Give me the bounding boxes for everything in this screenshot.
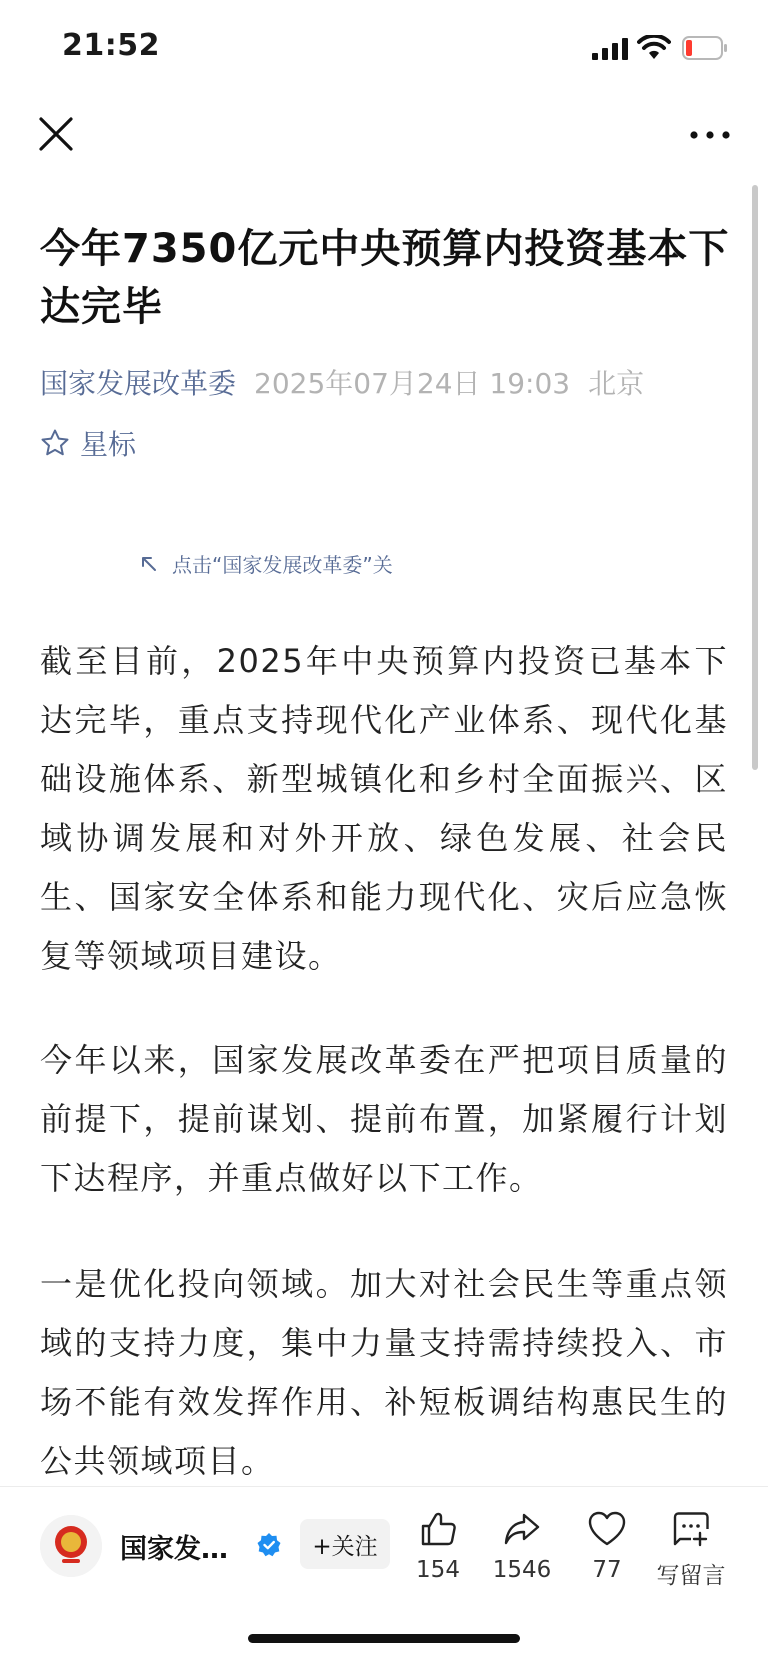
follow-button[interactable]: +关注 bbox=[300, 1519, 390, 1569]
avatar[interactable] bbox=[40, 1515, 102, 1577]
verified-icon bbox=[256, 1532, 282, 1558]
close-icon[interactable] bbox=[36, 114, 76, 154]
like-button[interactable] bbox=[393, 1509, 483, 1583]
article-paragraph-1: 截至目前，2025年中央预算内投资已基本下达完毕，重点支持现代化产业体系、现代化基础设施体系、新型城镇化和乡村全面振兴、区域协调发展和对外开放、绿色发展、社会民生、国家安全体系和能力现代化、灾后应急恢复等领域项目建设。 bbox=[40, 642, 728, 975]
share-icon bbox=[502, 1509, 542, 1549]
home-indicator[interactable] bbox=[248, 1634, 520, 1643]
share-button[interactable] bbox=[477, 1509, 567, 1583]
more-icon[interactable] bbox=[688, 120, 732, 150]
article-meta bbox=[40, 362, 740, 402]
star-icon bbox=[40, 428, 70, 458]
heart-icon bbox=[587, 1509, 627, 1549]
comment-label: 写留言 bbox=[656, 1563, 726, 1589]
article-title: 今年7350亿元中央预算内投资基本下达完毕 bbox=[40, 226, 730, 330]
follow-hint bbox=[140, 549, 393, 578]
comment-button[interactable] bbox=[646, 1509, 736, 1590]
signal-icon bbox=[592, 38, 628, 60]
arrow-up-left-icon bbox=[140, 555, 158, 573]
share-count: 1546 bbox=[492, 1557, 552, 1583]
emblem-icon bbox=[40, 1515, 102, 1577]
star-button[interactable] bbox=[40, 423, 136, 463]
article-paragraph-2: 今年以来，国家发展改革委在严把项目质量的前提下，提前谋划、提前布置，加紧履行计划下达程序，并重点做好以下工作。 bbox=[40, 1041, 728, 1197]
article-paragraph-3: 一是优化投向领域。加大对社会民生等重点领域的支持力度，集中力量支持需持续投入、市场不能有效发挥作用、补短板调结构惠民生的公共领域项目。 bbox=[40, 1265, 728, 1480]
status-time: 21:52 bbox=[62, 28, 160, 63]
bottom-account-name[interactable]: 国家发… bbox=[120, 1534, 228, 1565]
comment-icon bbox=[671, 1509, 711, 1549]
thumbs-up-icon bbox=[418, 1509, 458, 1549]
favorite-count: 77 bbox=[592, 1557, 622, 1583]
status-bar bbox=[0, 0, 768, 96]
battery-icon bbox=[682, 36, 728, 60]
scrollbar[interactable] bbox=[752, 185, 758, 770]
follow-hint-text: 点击“国家发展改革委”关 bbox=[172, 553, 393, 577]
like-count: 154 bbox=[416, 1557, 460, 1583]
wifi-icon bbox=[637, 35, 671, 61]
publish-location: 北京 bbox=[588, 367, 645, 400]
account-name-link[interactable]: 国家发展改革委 bbox=[40, 367, 237, 400]
publish-date: 2025年07月24日 19:03 bbox=[254, 367, 571, 400]
favorite-button[interactable] bbox=[562, 1509, 652, 1583]
star-label: 星标 bbox=[80, 428, 137, 461]
